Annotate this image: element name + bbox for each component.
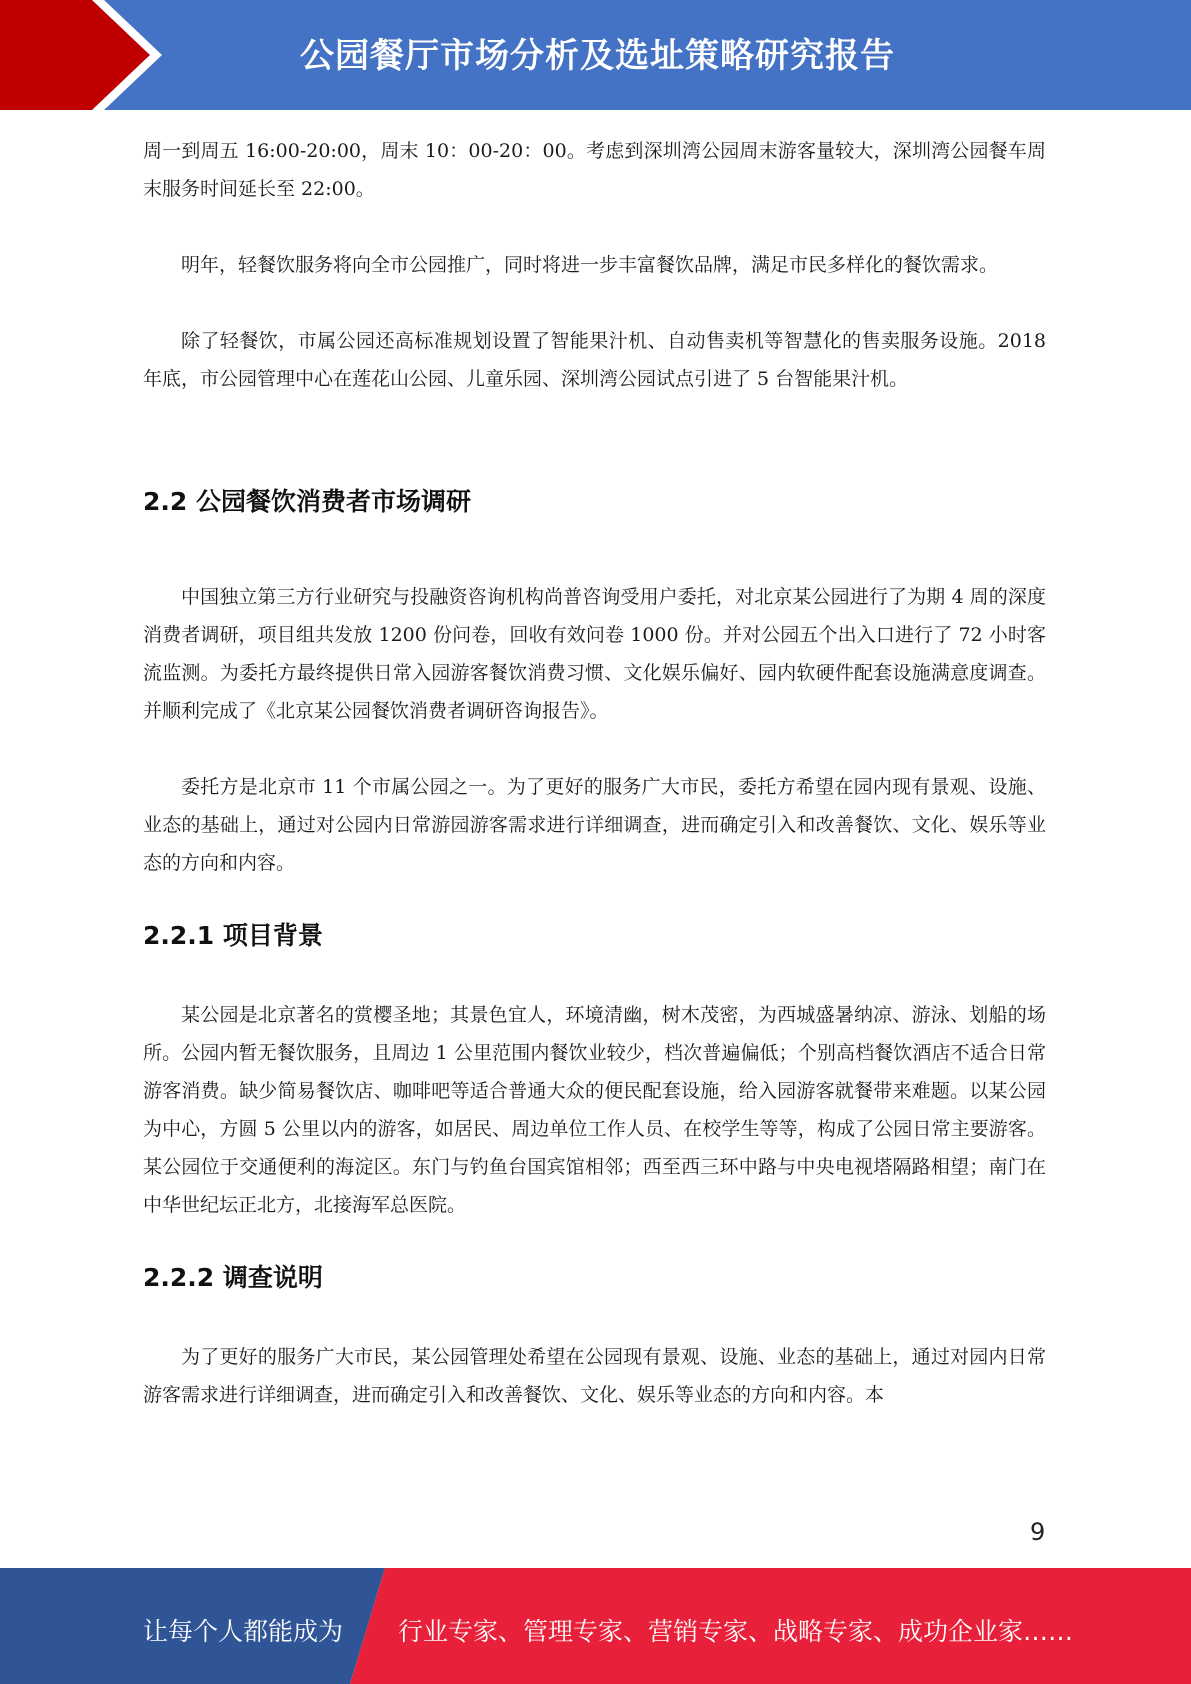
page-number: 9	[1030, 1518, 1046, 1546]
section-heading-2-2: 2.2 公园餐饮消费者市场调研	[143, 487, 471, 516]
paragraph: 除了轻餐饮，市属公园还高标准规划设置了智能果汁机、自动售卖机等智慧化的售卖服务设施。2018 年底，市公园管理中心在莲花山公园、儿童乐园、深圳湾公园试点引进了 5 台智能果汁机。	[143, 330, 1046, 390]
page-title: 公园餐厅市场分析及选址策略研究报告	[300, 36, 895, 76]
paragraph: 某公园是北京著名的赏樱圣地；其景色宜人，环境清幽，树木茂密，为西城盛暑纳凉、游泳、划船的场所。公园内暂无餐饮服务，且周边 1 公里范围内餐饮业较少，档次普遍偏低；个别高档餐饮酒店不适合日常游客消费。缺少简易餐饮店、咖啡吧等适合普通大众的便民配套设施，给入园游客就餐带来难题。以某公园为中心，方圆 5 公里以内的游客，如居民、周边单位工作人员、在校学生等等，构成了公园日常主要游客。某公园位于交通便利的海淀区。东门与钓鱼台国宾馆相邻；西至西三环中路与中央电视塔隔路相望；南门在中华世纪坛正北方，北接海军总医院。	[143, 1004, 1046, 1216]
section-heading-2-2-2: 2.2.2 调查说明	[143, 1263, 323, 1292]
footer-slogan-left: 让每个人都能成为	[143, 1617, 344, 1646]
paragraph: 明年，轻餐饮服务将向全市公园推广，同时将进一步丰富餐饮品牌，满足市民多样化的餐饮需求。	[181, 254, 999, 276]
paragraph: 委托方是北京市 11 个市属公园之一。为了更好的服务广大市民，委托方希望在园内现有景观、设施、业态的基础上，通过对公园内日常游园游客需求进行详细调查，进而确定引入和改善餐饮、文化、娱乐等业态的方向和内容。	[143, 776, 1046, 874]
section-heading-2-2-1: 2.2.1 项目背景	[143, 921, 323, 950]
document-body	[143, 132, 1046, 1414]
paragraph: 中国独立第三方行业研究与投融资咨询机构尚普咨询受用户委托，对北京某公园进行了为期 4 周的深度消费者调研，项目组共发放 1200 份问卷，回收有效问卷 1000 份。并对公园五个出入口进行了 72 小时客流监测。为委托方最终提供日常入园游客餐饮消费习惯、文化娱乐偏好、园内软硬件配套设施满意度调查。并顺利完成了《北京某公园餐饮消费者调研咨询报告》。	[143, 586, 1046, 722]
paragraph: 为了更好的服务广大市民，某公园管理处希望在公园现有景观、设施、业态的基础上，通过对园内日常游客需求进行详细调查，进而确定引入和改善餐饮、文化、娱乐等业态的方向和内容。本	[143, 1346, 1046, 1406]
paragraph: 周一到周五 16:00-20:00，周末 10：00-20：00。考虑到深圳湾公园周末游客量较大，深圳湾公园餐车周末服务时间延长至 22:00。	[143, 140, 1046, 200]
page-header	[0, 0, 1191, 110]
footer-slogan-right: 行业专家、管理专家、营销专家、战略专家、成功企业家……	[398, 1617, 1074, 1646]
page-footer	[0, 1568, 1191, 1684]
